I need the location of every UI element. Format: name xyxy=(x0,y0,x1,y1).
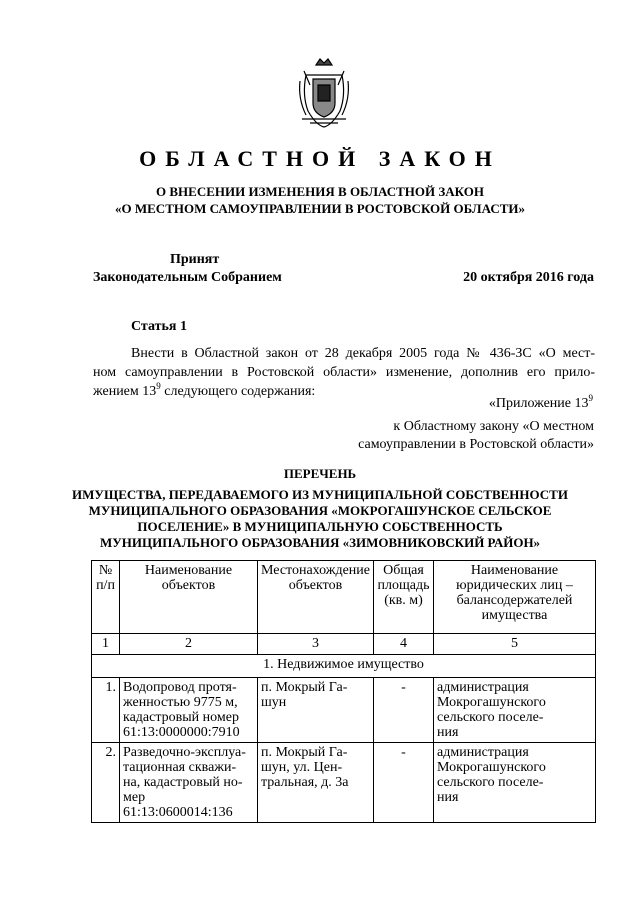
object-area: - xyxy=(374,743,434,823)
cell-line: тральная, д. 3а xyxy=(261,775,349,790)
object-location xyxy=(258,743,374,823)
header-cell-area xyxy=(374,561,434,634)
header-text: Наименование xyxy=(470,563,559,578)
superscript: 9 xyxy=(588,393,593,403)
header-text: (кв. м) xyxy=(384,593,423,608)
cell-line: кадастровый номер xyxy=(123,710,239,725)
table-section-row xyxy=(92,655,596,678)
balance-holder xyxy=(434,678,596,743)
table-row xyxy=(92,743,596,823)
cell-line: п. Мокрый Га- xyxy=(261,680,348,695)
cell-line: ния xyxy=(437,790,459,805)
list-subtitle-line: ИМУЩЕСТВА, ПЕРЕДАВАЕМОГО ИЗ МУНИЦИПАЛЬНОЙ СОБСТВЕННОСТИ xyxy=(72,487,568,502)
header-text: Местонахождение xyxy=(261,563,371,578)
index-cell: 1 xyxy=(92,634,120,655)
header-text: п/п xyxy=(96,578,115,593)
header-text: площадь xyxy=(377,578,430,593)
cell-line: ния xyxy=(437,725,459,740)
header-text: Наименование xyxy=(144,563,233,578)
header-text: объектов xyxy=(288,578,343,593)
cell-line: Мокрогашунского xyxy=(437,695,546,710)
object-name xyxy=(120,743,258,823)
index-cell: 5 xyxy=(434,634,596,655)
cell-line: шун, ул. Цен- xyxy=(261,760,343,775)
list-subtitle-line: МУНИЦИПАЛЬНОГО ОБРАЗОВАНИЯ «ЗИМОВНИКОВСКИЙ РАЙОН» xyxy=(99,535,541,550)
cell-line: тационная скважи- xyxy=(123,760,237,775)
index-cell: 3 xyxy=(258,634,374,655)
header-text: имущества xyxy=(481,608,548,623)
article-heading: Статья 1 xyxy=(131,319,187,334)
cell-line: администрация xyxy=(437,680,529,695)
list-subtitle xyxy=(0,487,640,551)
row-number: 2. xyxy=(92,743,120,823)
cell-line: администрация xyxy=(437,745,529,760)
header-text: Общая xyxy=(383,563,424,578)
property-table xyxy=(91,560,596,823)
appendix-reference-line: самоуправлении в Ростовской области» xyxy=(358,437,594,452)
appendix-reference xyxy=(294,418,594,454)
list-subtitle-line: ПОСЕЛЕНИЕ» В МУНИЦИПАЛЬНУЮ СОБСТВЕННОСТЬ xyxy=(137,519,503,534)
cell-line: сельского поселе- xyxy=(437,710,544,725)
header-text: балансодержателей xyxy=(456,593,573,608)
article-text-line-2: ном самоуправлении в Ростовской области» изменение, дополнив его прило- xyxy=(93,365,595,380)
header-cell-holder xyxy=(434,561,596,634)
object-location xyxy=(258,678,374,743)
row-number: 1. xyxy=(92,678,120,743)
cell-line: 61:13:0600014:136 xyxy=(123,805,233,820)
cell-line: п. Мокрый Га- xyxy=(261,745,348,760)
header-cell-number xyxy=(92,561,120,634)
header-text: объектов xyxy=(161,578,216,593)
object-area: - xyxy=(374,678,434,743)
table-row xyxy=(92,678,596,743)
cell-line: сельского поселе- xyxy=(437,775,544,790)
cell-line: шун xyxy=(261,695,287,710)
list-subtitle-line: МУНИЦИПАЛЬНОГО ОБРАЗОВАНИЯ «МОКРОГАШУНСКОЕ СЕЛЬСКОЕ xyxy=(88,503,552,518)
appendix-label-text: «Приложение 13 xyxy=(488,396,589,411)
adopted-label: Принят xyxy=(170,252,220,267)
appendix-label xyxy=(488,393,593,412)
table-header-row xyxy=(92,561,596,634)
coat-of-arms-emblem xyxy=(296,55,352,131)
law-subtitle-line: О ВНЕСЕНИИ ИЗМЕНЕНИЯ В ОБЛАСТНОЙ ЗАКОН xyxy=(156,184,484,199)
cell-line: на, кадастровый но- xyxy=(123,775,243,790)
superscript: 9 xyxy=(156,381,161,391)
cell-line: Мокрогашунского xyxy=(437,760,546,775)
index-cell: 4 xyxy=(374,634,434,655)
header-cell-location xyxy=(258,561,374,634)
cell-line: женностью 9775 м, xyxy=(123,695,238,710)
cell-line: Разведочно-эксплуа- xyxy=(123,745,246,760)
adopted-by: Законодательным Собранием xyxy=(93,270,282,285)
header-cell-name xyxy=(120,561,258,634)
adopted-date: 20 октября 2016 года xyxy=(463,270,594,285)
section-title: 1. Недвижимое имущество xyxy=(92,655,596,678)
table-index-row xyxy=(92,634,596,655)
law-subtitle xyxy=(0,183,640,217)
balance-holder xyxy=(434,743,596,823)
list-title: ПЕРЕЧЕНЬ xyxy=(283,466,357,481)
law-subtitle-line: «О МЕСТНОМ САМОУПРАВЛЕНИИ В РОСТОВСКОЙ ОБЛАСТИ» xyxy=(115,201,525,216)
header-text: юридических лиц – xyxy=(456,578,573,593)
header-text: № xyxy=(98,563,113,578)
object-name xyxy=(120,678,258,743)
article-text-line-1: Внести в Областной закон от 28 декабря 2005 года № 436-ЗС «О мест- xyxy=(131,346,595,361)
article-text-part: жением 13 xyxy=(93,384,157,399)
cell-line: мер xyxy=(123,790,146,805)
index-cell: 2 xyxy=(120,634,258,655)
law-title: ОБЛАСТНОЙ ЗАКОН xyxy=(139,146,501,171)
article-text-part: следующего содержания: xyxy=(160,384,316,399)
appendix-reference-line: к Областному закону «О местном xyxy=(393,419,594,434)
cell-line: 61:13:0000000:7910 xyxy=(123,725,240,740)
cell-line: Водопровод протя- xyxy=(123,680,237,695)
